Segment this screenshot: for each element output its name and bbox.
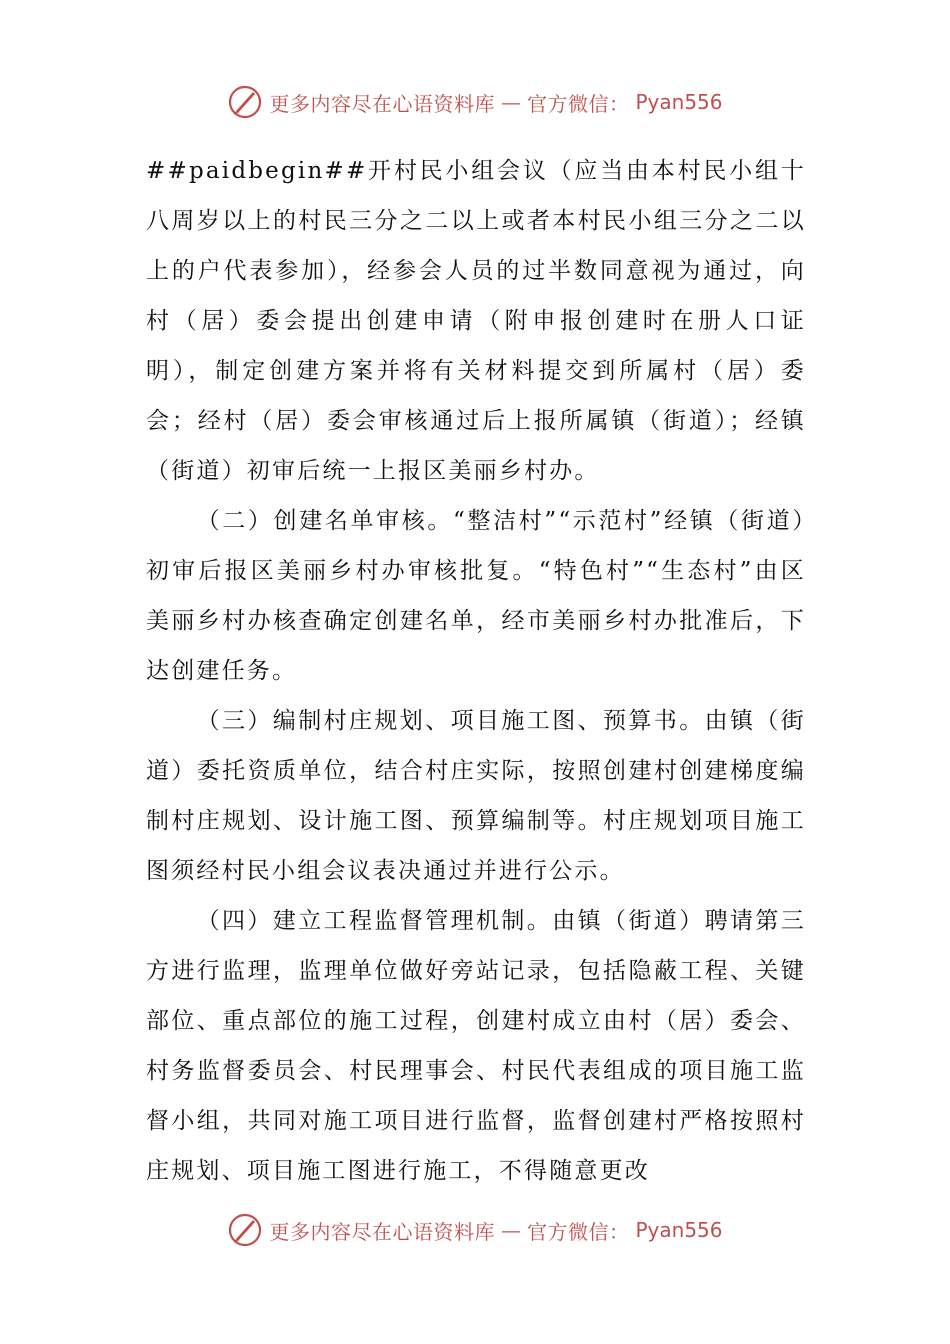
footer-watermark — [0, 1210, 950, 1250]
watermark-wechat-label: 官方微信： — [526, 91, 630, 116]
watermark-wechat-id: Pyan556 — [635, 1218, 723, 1242]
watermark-wechat-id: Pyan556 — [635, 90, 723, 114]
watermark-wechat-label: 官方微信： — [526, 1219, 630, 1244]
paragraph-2: （二）创建名单审核。“整洁村”“示范村”经镇（街道）初审后报区美丽乡村办审核批复。“特色村”“生态村”由区美丽乡村办核查确定创建名单，经市美丽乡村办批准后，下达创建任务。 — [146, 508, 806, 684]
header-watermark — [0, 82, 950, 122]
watermark-separator: — — [500, 1218, 521, 1242]
paragraph-4: （四）建立工程监督管理机制。由镇（街道）聘请第三方进行监理，监理单位做好旁站记录，包括隐蔽工程、关键部位、重点部位的施工过程，创建村成立由村（居）委会、村务监督委员会、村民理事会、村民代表组成的项目施工监督小组，共同对施工项目进行监督，监督创建村严格按照村庄规划、项目施工图进行施工，不得随意更改 — [146, 908, 806, 1184]
paragraph-1: ##paidbegin##开村民小组会议（应当由本村民小组十八周岁以上的村民三分之二以上或者本村民小组三分之二以上的户代表参加），经参会人员的过半数同意视为通过，向村（居）委会提出创建申请（附申报创建时在册人口证明），制定创建方案并将有关材料提交到所属村（居）委会；经村（居）委会审核通过后上报所属镇（街道）；经镇（街道）初审后统一上报区美丽乡村办。 — [146, 158, 806, 484]
document-body — [146, 146, 806, 1196]
watermark-site-text: 更多内容尽在心语资料库 — [269, 1219, 495, 1244]
quill-logo-icon — [227, 1212, 263, 1248]
quill-logo-icon — [227, 84, 263, 120]
watermark-site-text: 更多内容尽在心语资料库 — [269, 91, 495, 116]
watermark-separator: — — [500, 90, 521, 114]
paragraph-3: （三）编制村庄规划、项目施工图、预算书。由镇（街道）委托资质单位，结合村庄实际，按照创建村创建梯度编制村庄规划、设计施工图、预算编制等。村庄规划项目施工图须经村民小组会议表决通过并进行公示。 — [146, 708, 806, 884]
